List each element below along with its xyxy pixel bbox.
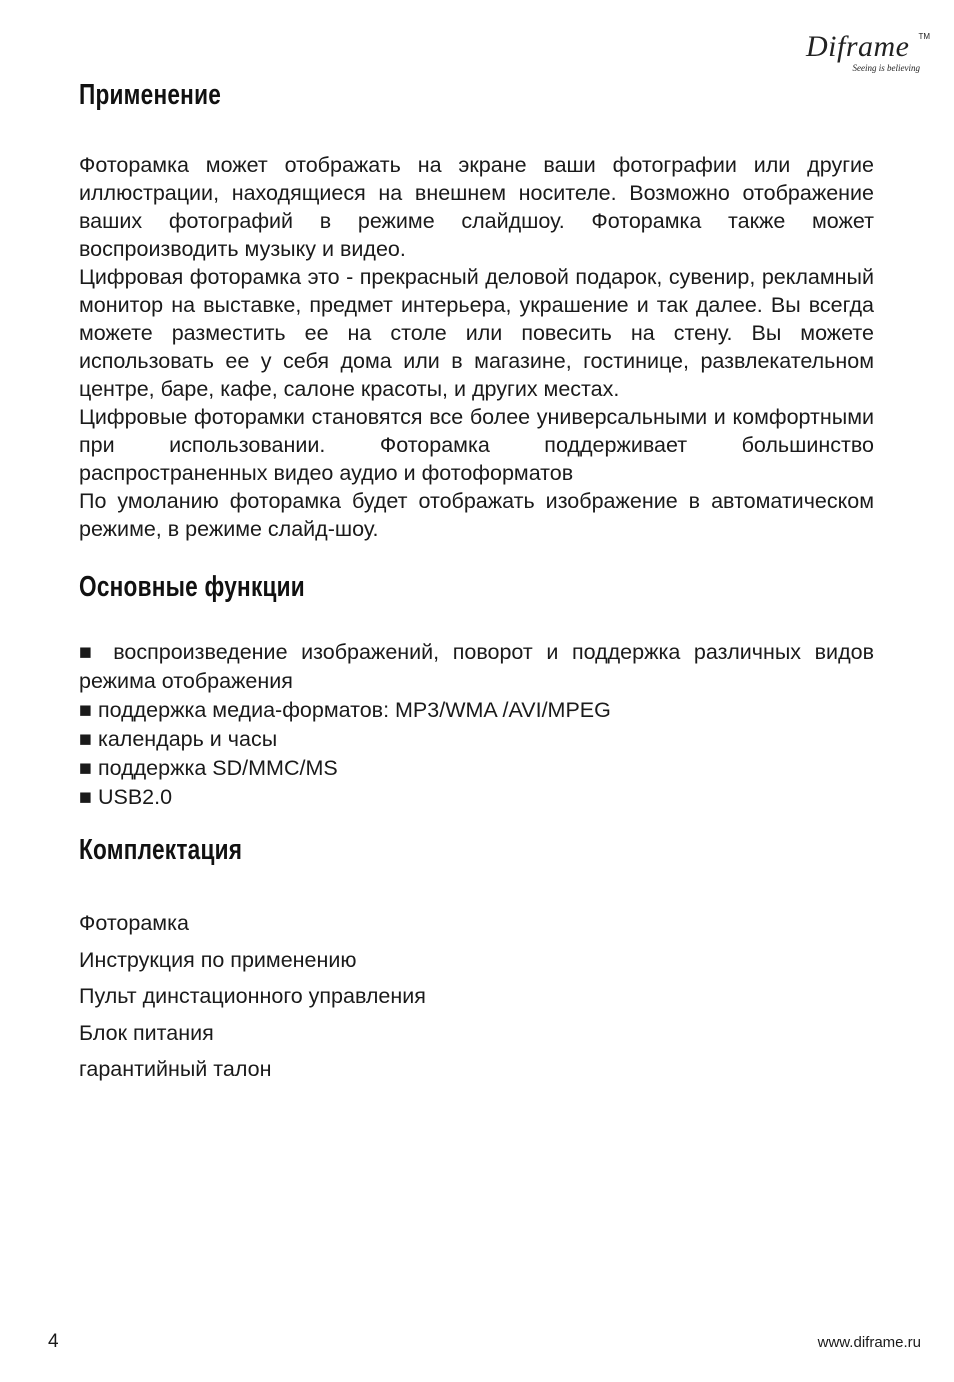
brand-logo [806,30,932,76]
section-main-functions [79,570,874,812]
list-item: ■ воспроизведение изображений, поворот и поддержка различных видов режима отображения [79,640,874,693]
logo-tagline: Seeing is believing [852,63,920,73]
list-item: ■ поддержка SD/MMC/MS [79,756,338,780]
list-item: Фоторамка [79,911,189,935]
paragraph: По умоланию фоторамка будет отображать изображение в автоматическом режиме, в режиме слайд-шоу. [79,489,874,541]
section-title-functions: Основные функции [79,571,305,603]
paragraph: Фоторамка может отображать на экране ваши фотографии или другие иллюстрации, находящиеся на внешнем носителе. Возможно отображение ваших фотографий в режиме слайдшоу. Фоторамка также может воспроизводить музыку и видео. [79,153,874,261]
list-item: ■ поддержка медиа-форматов: MP3/WMA /AVI/MPEG [79,698,611,722]
paragraph: Цифровая фоторамка это - прекрасный деловой подарок, сувенир, рекламный монитор на выставке, предмет интерьера, украшение и так далее. Вы всегда можете разместить ее на столе или повесить на стену. Вы можете использовать ее у себя дома или в магазине, гостинице, развлекательном центре, баре, кафе, салоне красоты, и других местах. [79,265,874,401]
package-list [79,905,874,1088]
list-item: ■ USB2.0 [79,785,173,809]
page-number: 4 [48,1331,59,1352]
page-content [79,78,874,1088]
section-title-package: Комплектация [79,834,243,866]
list-item: Инструкция по применению [79,947,357,972]
logo-wordmark: Diframe [806,30,910,63]
website-link[interactable]: www.diframe.ru [817,1334,921,1351]
functions-list [79,638,874,812]
paragraph: Цифровые фоторамки становятся все более универсальными и комфортными при использовании. Фоторамка поддерживает большинство распространенных видео аудио и фотоформатов [79,405,874,485]
section-package-contents [79,833,874,1088]
logo-trademark: TM [918,32,930,41]
list-item: ■ календарь и часы [79,727,278,751]
list-item: Пульт динстационного управления [79,984,426,1008]
list-item: гарантийный талон [79,1057,272,1081]
list-item: Блок питания [79,1020,214,1045]
section-title-application: Применение [79,79,222,111]
section-application [79,78,874,543]
